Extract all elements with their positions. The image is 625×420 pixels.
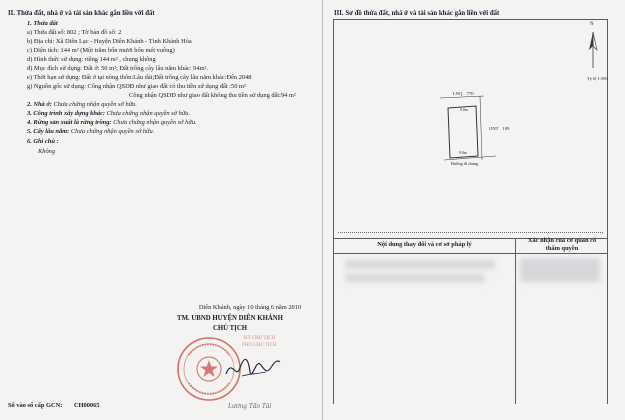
forest-row [27, 120, 197, 126]
land-heading: 1. Thửa đất [27, 20, 58, 27]
page-divider [322, 0, 323, 420]
signing-org: TM. UBND HUYỆN DIÊN KHÁNH [177, 315, 283, 322]
land-term: e) Thời hạn sử dụng: Đất ở tại nông thôn:Lâu dài;Đất trồng cây lâu năm khác:Đến 2048 [27, 74, 252, 81]
label-right-num: 109 [502, 126, 510, 131]
dotted-separator [338, 232, 603, 235]
construction-heading: 3. Công trình xây dựng khác: [27, 110, 106, 117]
land-address: b) Địa chỉ: Xã Diên Lạc - Huyện Diên Khánh - Tỉnh Khánh Hòa [27, 38, 192, 45]
left-section-title: II. Thửa đất, nhà ở và tài sản khác gắn liền với đất [8, 10, 155, 17]
house-value: Chưa chứng nhận quyền sở hữu. [53, 101, 137, 108]
land-area: c) Diện tích: 144 m² (Một trăm bốn mươi bốn mét vuông) [27, 47, 175, 54]
book-label: Số vào sổ cấp GCN: [8, 402, 63, 409]
map-frame-left [333, 19, 334, 239]
redacted-content-2 [345, 274, 485, 282]
notes-heading: 6. Ghi chú : [27, 138, 59, 145]
label-right: ONT [489, 126, 499, 131]
forest-heading: 4. Rừng sản xuất là rừng trồng: [27, 119, 112, 126]
construction-row [27, 111, 190, 117]
parcel-label-right [489, 126, 509, 131]
date-line: Diên Khánh, ngày 10 tháng 6 năm 2010 [198, 304, 302, 311]
table-col-confirm-1: Xác nhận của cơ quan có [527, 237, 597, 244]
right-section-title: III. Sơ đồ thửa đất, nhà ở và tài sản khác gắn liền với đất [334, 10, 500, 17]
stamp-position: KT CHỦ TỊCH [244, 336, 276, 341]
trees-heading: 5. Cây lâu năm: [27, 128, 70, 135]
table-col-confirm-2: thẩm quyền [545, 245, 579, 252]
book-number [8, 403, 100, 409]
house-heading: 2. Nhà ở: [27, 101, 52, 108]
trees-value: Chưa chứng nhận quyền sở hữu. [70, 128, 155, 135]
house-row [27, 102, 137, 108]
forest-value: Chưa chứng nhận quyền sở hữu. [113, 119, 197, 126]
label-top-num: 770 [466, 91, 474, 96]
construction-value: Chưa chứng nhận quyền sở hữu. [106, 110, 191, 117]
map-frame-top [333, 19, 608, 20]
land-use-form: d) Hình thức sử dụng: riêng 144 m² , chung không [27, 56, 156, 63]
notes-value: Không [38, 148, 56, 155]
land-purpose: đ) Mục đích sử dụng: Đất ở: 50 m²; Đất trồng cây lâu năm khác: 94m². [27, 65, 209, 72]
table-mid-line [515, 238, 516, 404]
parcel-road: Đường đi chung [451, 161, 479, 166]
signer-name: Lương Tấn Tài [228, 402, 272, 410]
signature-icon [222, 350, 282, 384]
trees-row [27, 129, 154, 135]
table-left-line [333, 238, 334, 404]
parcel-label-top [453, 91, 474, 96]
book-value: CH00065 [73, 402, 100, 409]
parcel-inside-bottom: 9.0m [459, 151, 467, 155]
stamp-vice: PHÓ CHỦ TỊCH [242, 343, 277, 348]
north-label: N [590, 22, 594, 27]
table-col-content: Nội dung thay đổi và cơ sở pháp lý [377, 241, 472, 248]
redacted-stamp [520, 258, 600, 282]
label-top: LNQ [453, 91, 463, 96]
land-origin: g) Nguồn gốc sử dụng: Công nhận QSDĐ như giao đất có thu tiền sử dụng đất :50 m² [27, 83, 246, 90]
map-scale: Tỷ lệ 1:500 [587, 76, 608, 81]
land-origin-2: Công nhận QSDĐ như giao đất không thu tiền sử dụng đất:94 m² [129, 92, 296, 99]
table-header-line [333, 253, 608, 254]
north-arrow-icon [586, 24, 600, 70]
redacted-content-1 [345, 260, 495, 269]
land-parcel: a) Thửa đất số: 802 ; Tờ bản đồ số: 2 [27, 29, 122, 36]
signing-position: CHỦ TỊCH [212, 325, 248, 332]
parcel-inside-top: 9.0m [460, 108, 468, 112]
